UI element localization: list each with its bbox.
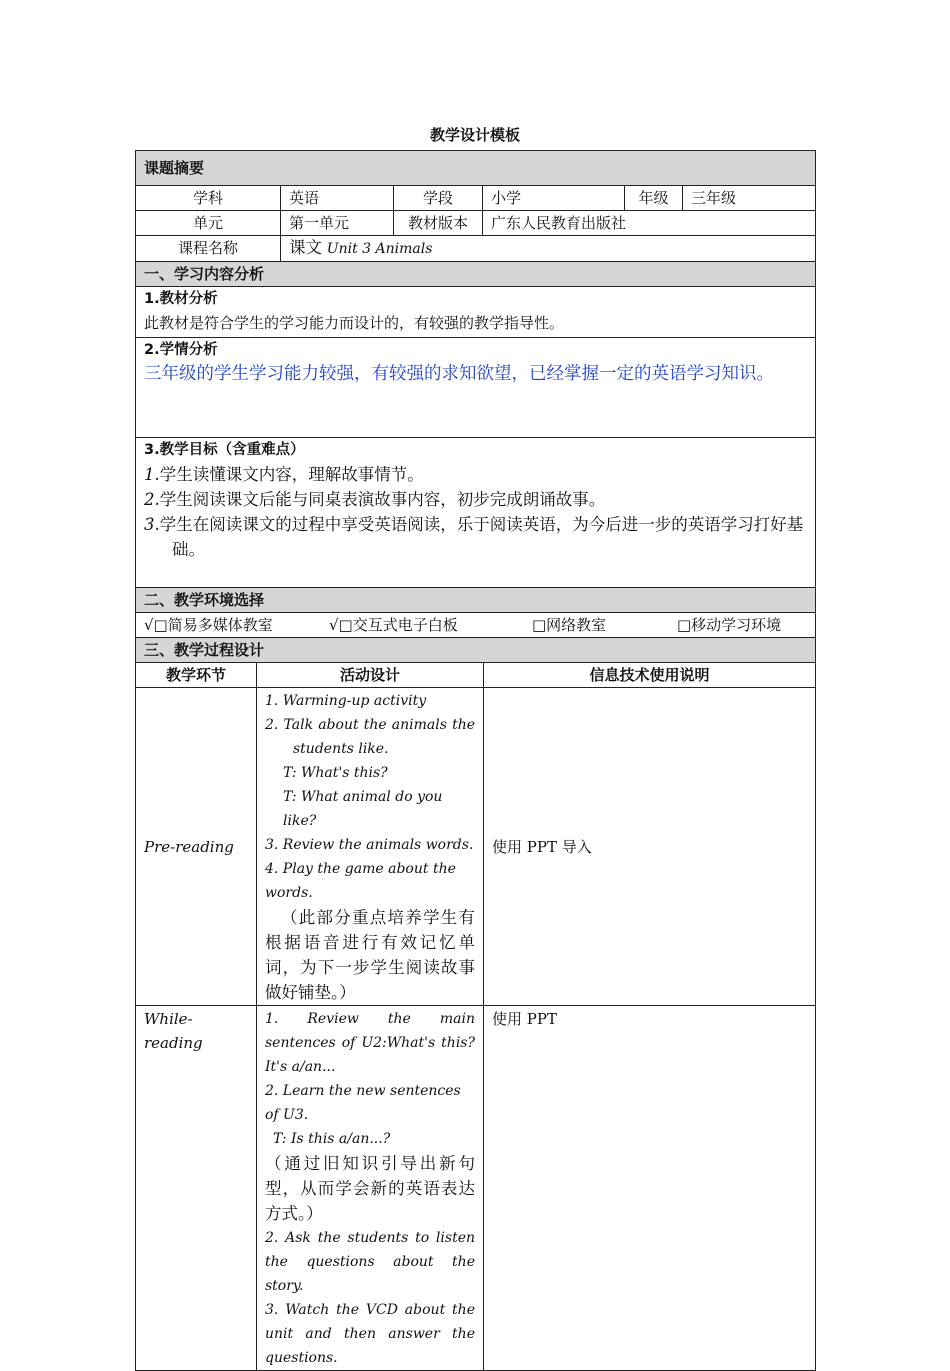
env-option-network[interactable]: □网络教室: [532, 616, 607, 634]
process-header-stage: 教学环节: [136, 663, 257, 688]
section-process-title: 三、教学过程设计: [136, 638, 816, 663]
activity-line: 3. Review the animals words.: [265, 837, 474, 853]
unit-label: 单元: [136, 211, 281, 236]
activity-note: （此部分重点培养学生有根据语音进行有效记忆单词，为下一步学生阅读故事做好铺垫。）: [265, 908, 475, 1002]
activity-line: T: What's this?: [283, 765, 388, 781]
stage-name: Pre-reading: [136, 688, 257, 1006]
unit-value: 第一单元: [281, 211, 394, 236]
section-summary-title: 课题摘要: [136, 151, 816, 186]
course-value: [281, 236, 816, 262]
lesson-design-table: [135, 150, 816, 1371]
grade-label: 年级: [625, 186, 683, 211]
section-content-analysis-title: 一、学习内容分析: [136, 262, 816, 287]
course-value-en: Unit 3 Animals: [326, 241, 433, 257]
stage-it-note: 使用 PPT 导入: [484, 688, 816, 1006]
stage-it-note: 使用 PPT: [484, 1006, 816, 1371]
goal-item-1: 1.学生读懂课文内容，理解故事情节。: [144, 465, 424, 484]
stage-activity: [257, 1006, 484, 1371]
env-option-whiteboard[interactable]: √□交互式电子白板: [329, 616, 458, 634]
activity-note: （通过旧知识引导出新句型，从而学会新的英语表达方式。）: [265, 1154, 475, 1223]
activity-line: 1. Review the main sentences of U2:What's this?It's a/an...: [265, 1011, 475, 1075]
subject-label: 学科: [136, 186, 281, 211]
activity-line: 2. Talk about the animals the students like.: [265, 717, 475, 757]
edition-value: 广东人民教育出版社: [483, 211, 816, 236]
process-header-activity: 活动设计: [257, 663, 484, 688]
env-option-mobile[interactable]: □移动学习环境: [677, 616, 782, 634]
stage-value: 小学: [483, 186, 625, 211]
teaching-goals-title: 3.教学目标（含重难点）: [144, 442, 305, 458]
textbook-analysis-text: 此教材是符合学生的学习能力而设计的，有较强的教学指导性。: [144, 314, 565, 332]
activity-line: T: What animal do you like?: [283, 789, 443, 829]
process-header-it: 信息技术使用说明: [484, 663, 816, 688]
course-label: 课程名称: [136, 236, 281, 262]
edition-label: 教材版本: [394, 211, 483, 236]
course-value-cn: 课文: [289, 238, 322, 257]
teaching-goals-cell: [136, 438, 816, 588]
goal-item-3: 3.学生在阅读课文的过程中享受英语阅读，乐于阅读英语，为今后进一步的英语学习打好基础。: [144, 515, 804, 559]
textbook-analysis-cell: [136, 287, 816, 338]
subject-value: 英语: [281, 186, 394, 211]
learner-analysis-text: 三年级的学生学习能力较强，有较强的求知欲望，已经掌握一定的英语学习知识。: [144, 364, 774, 384]
section-environment-title: 二、教学环境选择: [136, 588, 816, 613]
activity-line: 3. Watch the VCD about the unit and then answer the questions.: [265, 1302, 475, 1366]
env-option-multimedia[interactable]: √□简易多媒体教室: [144, 616, 273, 634]
environment-options: [136, 613, 816, 638]
document-title: 教学设计模板: [429, 126, 520, 144]
activity-line: 2. Learn the new sentences of U3.: [265, 1083, 461, 1123]
activity-line: 2. Ask the students to listen the questions about the story.: [265, 1230, 475, 1294]
stage-name: While-reading: [136, 1006, 257, 1371]
goal-item-2: 2.学生阅读课文后能与同桌表演故事内容，初步完成朗诵故事。: [144, 490, 606, 509]
activity-line: T: Is this a/an...?: [273, 1131, 391, 1147]
textbook-analysis-title: 1.教材分析: [144, 291, 218, 307]
learner-analysis-cell: [136, 338, 816, 438]
activity-line: 4. Play the game about the words.: [265, 861, 456, 901]
stage-label: 学段: [394, 186, 483, 211]
grade-value: 三年级: [683, 186, 816, 211]
activity-line: 1. Warming-up activity: [265, 693, 427, 709]
learner-analysis-title: 2.学情分析: [144, 342, 218, 358]
stage-activity: [257, 688, 484, 1006]
